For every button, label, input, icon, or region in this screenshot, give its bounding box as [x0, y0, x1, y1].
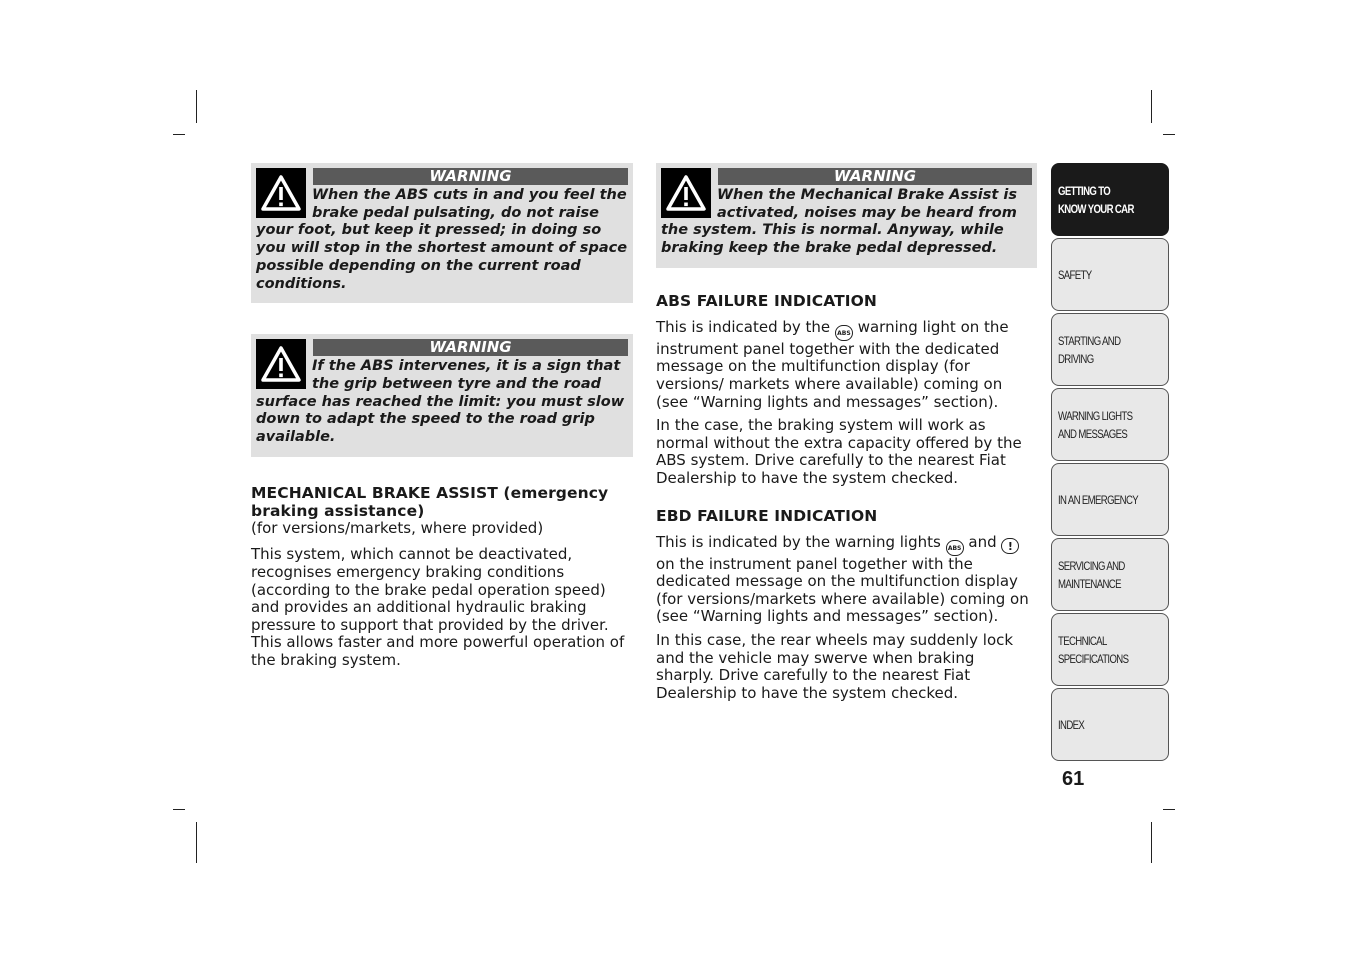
tab-starting-and-driving[interactable]: STARTING AND DRIVING — [1051, 313, 1169, 386]
crop-mark — [1163, 134, 1175, 135]
crop-mark — [1151, 822, 1152, 863]
warning-box — [251, 163, 633, 303]
abs-warning-light-icon: ABS — [946, 540, 964, 556]
abs-paragraph-1 — [656, 319, 1037, 411]
abs-heading: ABS FAILURE INDICATION — [656, 291, 878, 310]
warning-box — [656, 163, 1037, 268]
crop-mark — [1151, 90, 1152, 123]
ebd-paragraph-1 — [656, 534, 1037, 626]
ebd-p1-before: This is indicated by the warning lights — [656, 532, 941, 551]
warning-box — [251, 334, 633, 457]
tab-index[interactable]: INDEX — [1051, 688, 1169, 761]
abs-p1-after: warning light on the instrument panel together with the dedicated message on the multifunction display (for versions/ markets where available) coming on (see “Warning lights and messages” section). — [656, 317, 1009, 411]
warning-title: WARNING — [313, 339, 628, 356]
abs-paragraph-2: In the case, the braking system will work as normal without the extra capacity offered by the ABS system. Drive carefully to the nearest Fiat Dealership to have the system checked. — [656, 416, 1022, 487]
abs-warning-light-icon: ABS — [835, 325, 853, 341]
ebd-p1-mid: and — [968, 532, 997, 551]
crop-mark — [196, 90, 197, 123]
tab-servicing-and-maintenance[interactable]: SERVICING AND MAINTENANCE — [1051, 538, 1169, 611]
abs-p1-before: This is indicated by the — [656, 317, 831, 336]
section-paragraph: This system, which cannot be deactivated, recognises emergency braking conditions (according to the brake pedal operation speed) and provides an additional hydraulic braking pressure to support that provided by the driver. This allows faster and more powerful operation of the braking system. — [251, 545, 625, 669]
chapter-tabs — [1051, 163, 1169, 763]
warning-triangle-icon — [256, 339, 306, 389]
brake-warning-light-icon: ! — [1001, 538, 1019, 554]
warning-title: WARNING — [313, 168, 628, 185]
crop-mark — [173, 809, 185, 810]
section-subheading: (for versions/markets, where provided) — [251, 518, 544, 537]
left-column — [251, 163, 633, 675]
middle-column — [656, 163, 1037, 708]
crop-mark — [173, 134, 185, 135]
warning-triangle-icon — [256, 168, 306, 218]
tab-warning-lights-and-messages[interactable]: WARNING LIGHTS AND MESSAGES — [1051, 388, 1169, 461]
tab-getting-to-know-your-car[interactable]: GETTING TO KNOW YOUR CAR — [1051, 163, 1169, 236]
warning-title: WARNING — [718, 168, 1032, 185]
tab-in-an-emergency[interactable]: IN AN EMERGENCY — [1051, 463, 1169, 536]
ebd-p1-after: on the instrument panel together with the dedicated message on the multifunction display (for versions/markets where available) coming on (see “Warning lights and messages” section). — [656, 554, 1029, 626]
warning-text: If the ABS intervenes, it is a sign that the grip between tyre and the road surface has reached the limit: you must slow down to adapt the speed to the road grip available. — [256, 358, 625, 446]
tab-technical-specifications[interactable]: TECHNICAL SPECIFICATIONS — [1051, 613, 1169, 686]
page-number: 61 — [1062, 768, 1085, 790]
tab-safety[interactable]: SAFETY — [1051, 238, 1169, 311]
warning-triangle-icon — [661, 168, 711, 218]
ebd-heading: EBD FAILURE INDICATION — [656, 506, 878, 525]
warning-text: When the Mechanical Brake Assist is activated, noises may be heard from the system. This is normal. Anyway, while braking keep the brake pedal depressed. — [661, 187, 1017, 257]
ebd-paragraph-2: In this case, the rear wheels may suddenly lock and the vehicle may swerve when braking sharply. Drive carefully to the nearest Fiat Dealership to have the system checked. — [656, 630, 1014, 702]
warning-text: When the ABS cuts in and you feel the brake pedal pulsating, do not raise your foot, but keep it pressed; in doing so you will stop in the shortest amount of space possible depending on the current road conditions. — [256, 187, 628, 292]
crop-mark — [1163, 809, 1175, 810]
crop-mark — [196, 822, 197, 863]
section-heading: MECHANICAL BRAKE ASSIST (emergency braking assistance) — [251, 483, 609, 520]
